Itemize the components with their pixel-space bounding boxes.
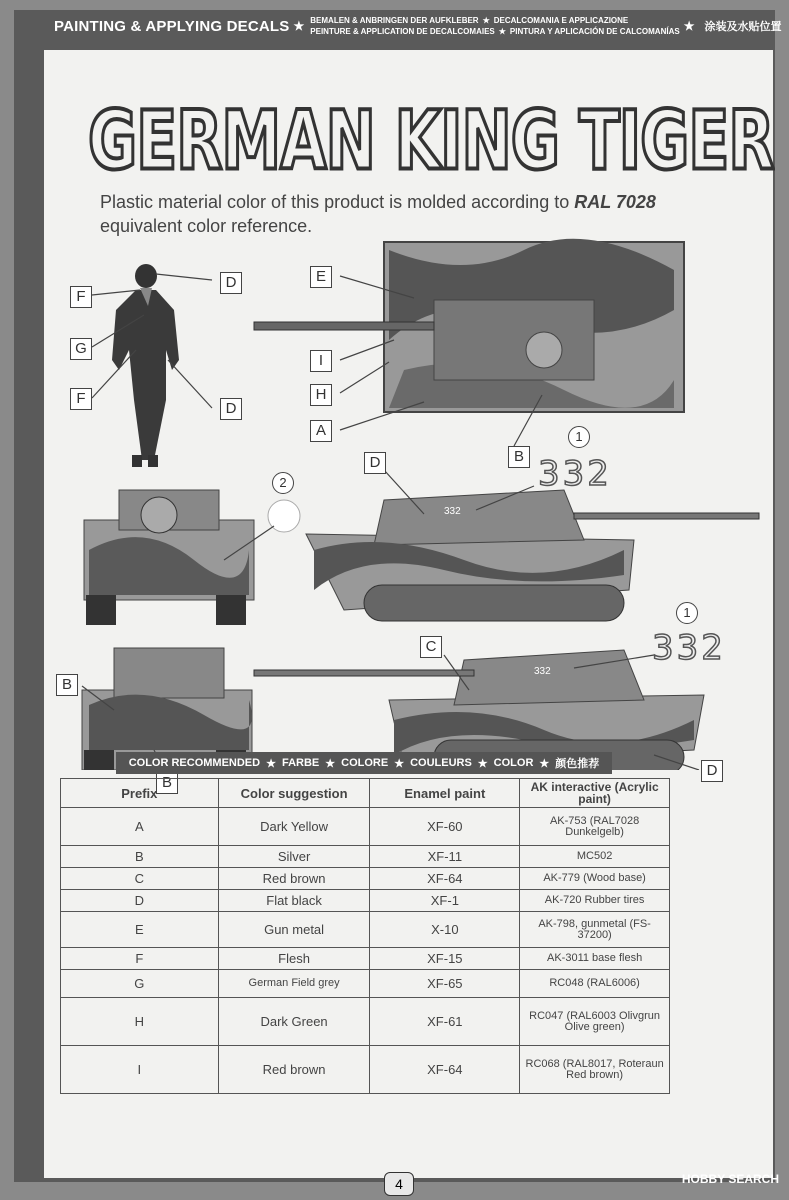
decal-number-circle: 1 [676, 602, 698, 624]
banner-item: COULEURS [410, 757, 472, 769]
cell-color: German Field grey [218, 970, 370, 998]
callout-b: B [156, 772, 178, 794]
cell-ak: AK-3011 base flesh [520, 948, 670, 970]
cell-color: Red brown [218, 868, 370, 890]
decal-332: 332 [652, 628, 726, 668]
table-row [61, 808, 670, 846]
cell-ak: AK-753 (RAL7028 Dunkelgelb) [520, 808, 670, 846]
header-lang-fr: PEINTURE & APPLICATION DE DECALCOMAIES [310, 27, 495, 36]
cell-color: Dark Yellow [218, 808, 370, 846]
tank-side-view-1 [306, 490, 759, 621]
cell-prefix: D [61, 890, 219, 912]
table-row [61, 912, 670, 948]
star-icon: ★ [394, 757, 405, 770]
turret-number-2: 332 [534, 666, 551, 677]
cell-color: Flesh [218, 948, 370, 970]
header-languages [310, 15, 679, 37]
banner-item: COLOR [493, 757, 534, 769]
star-icon: ★ [683, 19, 695, 33]
callout-f: F [70, 388, 92, 410]
header-lang-es: PINTURA Y APLICACIÓN DE CALCOMANÍAS [509, 27, 680, 36]
star-icon: ★ [477, 757, 488, 770]
callout-c: C [420, 636, 442, 658]
intro-before: Plastic material color of this product is molded according to [100, 192, 575, 212]
cell-prefix: E [61, 912, 219, 948]
callout-h: H [310, 384, 332, 406]
callout-d: D [220, 272, 242, 294]
cell-ak: AK-798, gunmetal (FS-37200) [520, 912, 670, 948]
table-row [61, 1046, 670, 1094]
star-icon: ★ [539, 757, 550, 770]
header-lang-it: DECALCOMANIA E APPLICAZIONE [493, 16, 629, 25]
callout-d: D [220, 398, 242, 420]
cell-enamel: X-10 [370, 912, 520, 948]
cell-prefix: B [61, 846, 219, 868]
cell-prefix: G [61, 970, 219, 998]
star-icon: ★ [266, 757, 276, 770]
cell-color: Red brown [218, 1046, 370, 1094]
cell-prefix: H [61, 998, 219, 1046]
cell-enamel: XF-1 [370, 890, 520, 912]
cell-ak: AK-720 Rubber tires [520, 890, 670, 912]
header-prefix: Prefix [61, 779, 219, 808]
header-main: PAINTING & APPLYING DECALS [54, 17, 290, 35]
cell-ak: RC048 (RAL6006) [520, 970, 670, 998]
cell-enamel: XF-11 [370, 846, 520, 868]
header-color: Color suggestion [218, 779, 370, 808]
callout-d: D [701, 760, 723, 782]
table-row [61, 890, 670, 912]
table-row [61, 868, 670, 890]
header-bar [14, 10, 782, 42]
table-row [61, 998, 670, 1046]
color-table [60, 778, 670, 1094]
decal-number-circle: 1 [568, 426, 590, 448]
page-title: GERMAN KING TIGER [88, 94, 774, 189]
cell-ak: RC047 (RAL6003 Olivgrun Olive green) [520, 998, 670, 1046]
banner-item: 颜色推荐 [555, 758, 600, 770]
callout-a: A [310, 420, 332, 442]
cell-enamel: XF-65 [370, 970, 520, 998]
star-icon: ★ [498, 27, 506, 36]
table-row [61, 846, 670, 868]
cell-prefix: F [61, 948, 219, 970]
intro-ral: RAL 7028 [574, 192, 656, 212]
cell-color: Flat black [218, 890, 370, 912]
callout-f: F [70, 286, 92, 308]
star-icon: ★ [325, 757, 336, 770]
intro-after: equivalent color reference. [100, 216, 313, 236]
cell-ak: AK-779 (Wood base) [520, 868, 670, 890]
cell-enamel: XF-60 [370, 808, 520, 846]
cell-prefix: I [61, 1046, 219, 1094]
header-lang-zh: 涂装及水贴位置 [704, 21, 782, 33]
callout-d: D [364, 452, 386, 474]
cell-prefix: A [61, 808, 219, 846]
callout-i: I [310, 350, 332, 372]
banner-item: COLOR RECOMMENDED [128, 757, 261, 769]
cell-enamel: XF-64 [370, 1046, 520, 1094]
cell-ak: RC068 (RAL8017, Roteraun Red brown) [520, 1046, 670, 1094]
page-number: 4 [384, 1172, 414, 1196]
banner-item: COLORE [341, 757, 389, 769]
cell-color: Dark Green [218, 998, 370, 1046]
callout-e: E [310, 266, 332, 288]
decal-332: 332 [538, 454, 612, 494]
header-lang-de: BEMALEN & ANBRINGEN DER AUFKLEBER [310, 16, 479, 25]
turret-number-1: 332 [444, 506, 461, 517]
table-row [61, 948, 670, 970]
callout-g: G [70, 338, 92, 360]
callout-b: B [508, 446, 530, 468]
header-ak: AK interactive (Acrylic paint) [520, 779, 670, 808]
cell-prefix: C [61, 868, 219, 890]
color-banner [116, 752, 612, 774]
cell-enamel: XF-61 [370, 998, 520, 1046]
header-enamel: Enamel paint [370, 779, 520, 808]
table-header-row [61, 779, 670, 808]
banner-item: FARBE [281, 757, 320, 769]
table-row [61, 970, 670, 998]
cell-ak: MC502 [520, 846, 670, 868]
cell-color: Silver [218, 846, 370, 868]
cell-enamel: XF-15 [370, 948, 520, 970]
star-icon: ★ [482, 16, 490, 25]
callout-b: B [56, 674, 78, 696]
star-icon: ★ [293, 19, 305, 33]
cell-color: Gun metal [218, 912, 370, 948]
watermark: HOBBY SEARCH [681, 1172, 779, 1186]
decal-number-circle: 2 [272, 472, 294, 494]
cell-enamel: XF-64 [370, 868, 520, 890]
